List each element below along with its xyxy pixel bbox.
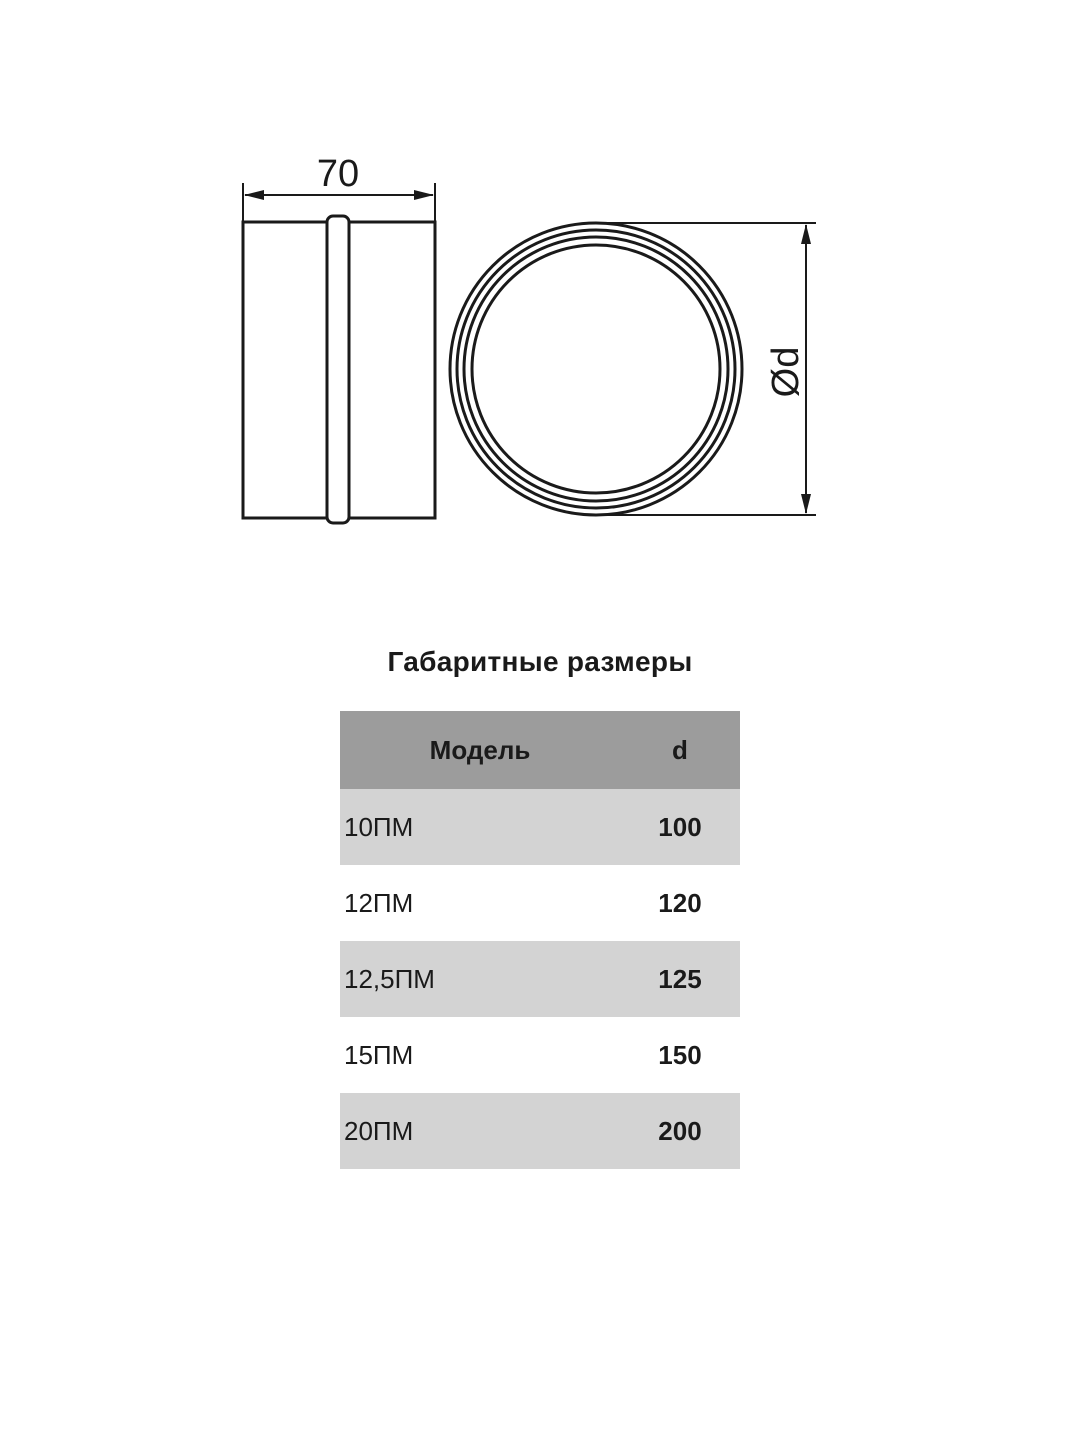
coupling-front-view-icon (450, 223, 742, 515)
row-d: 150 (658, 1039, 702, 1070)
row-d: 125 (658, 963, 702, 994)
table-row (340, 865, 740, 941)
technical-drawing (0, 0, 1080, 600)
row-model: 10ПМ (344, 811, 414, 842)
row-model: 12,5ПМ (344, 963, 435, 994)
table-row (340, 789, 740, 865)
table-title: Габаритные размеры (387, 646, 693, 677)
table-header (340, 711, 740, 789)
dimensions-table (340, 711, 740, 1169)
row-model: 15ПМ (344, 1039, 414, 1070)
table-row (340, 941, 740, 1017)
row-d: 100 (658, 811, 702, 842)
table-row (340, 1017, 740, 1093)
row-d: 120 (658, 887, 702, 918)
coupling-side-view-icon (243, 216, 435, 523)
row-model: 20ПМ (344, 1115, 414, 1146)
header-model: Модель (429, 734, 531, 765)
row-d: 200 (658, 1115, 702, 1146)
diameter-label: Ød (765, 346, 807, 398)
table-row (340, 1093, 740, 1169)
width-label: 70 (316, 153, 360, 195)
row-model: 12ПМ (344, 887, 414, 918)
header-d: d (672, 734, 688, 765)
